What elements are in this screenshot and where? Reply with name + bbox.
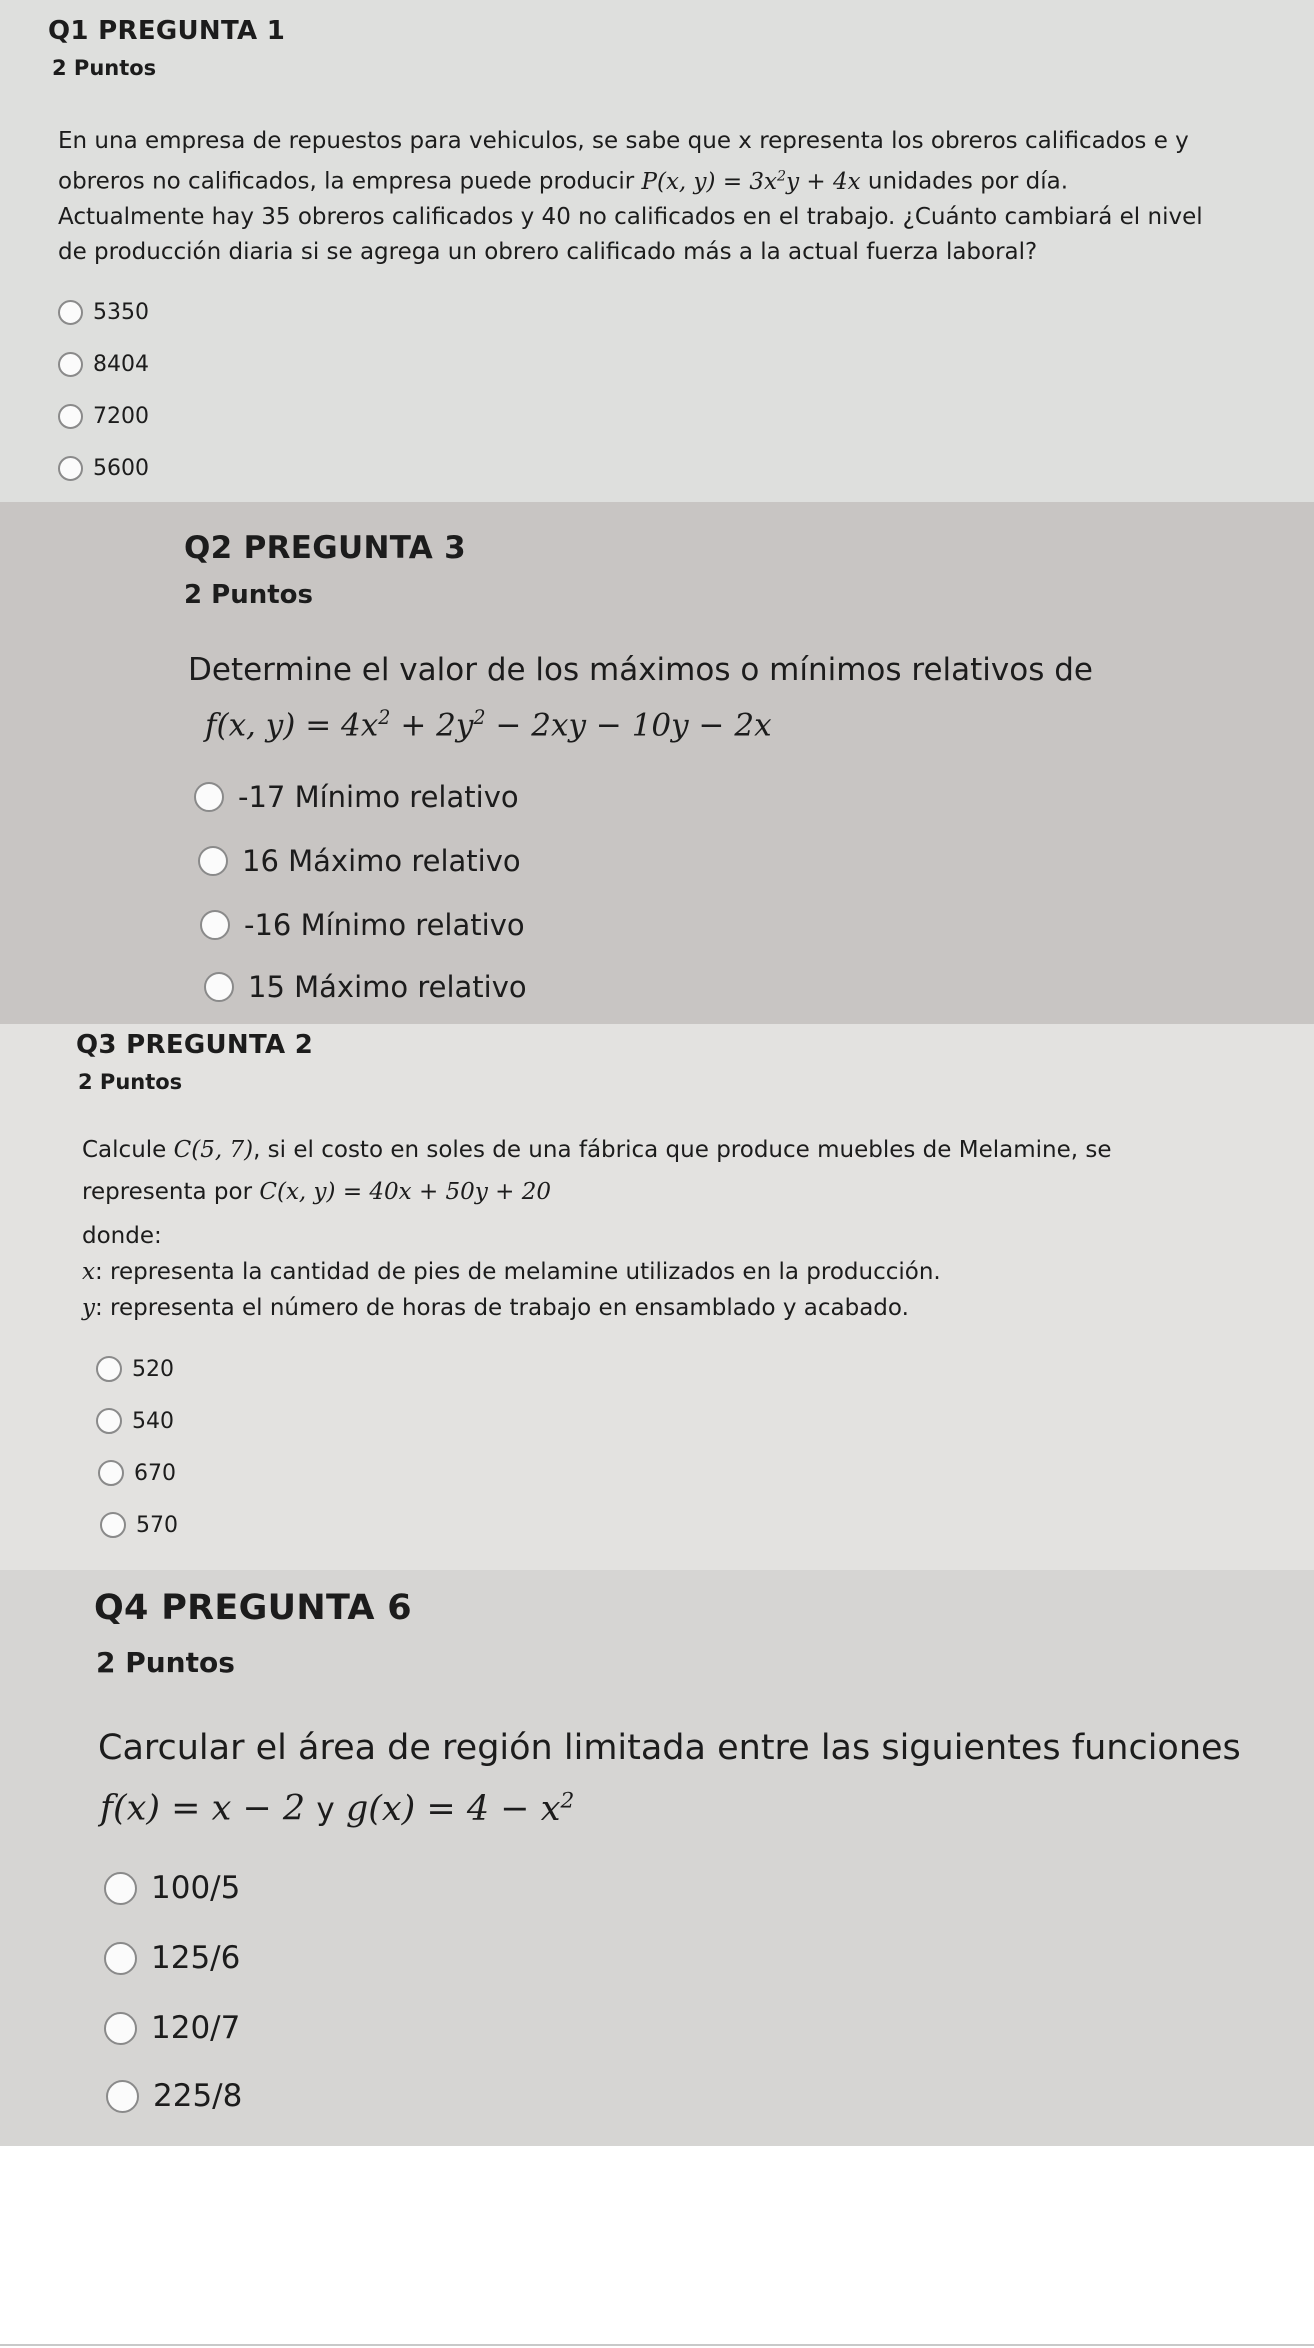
question-2-points: 2 Puntos bbox=[184, 580, 313, 610]
option-radio[interactable] bbox=[58, 300, 149, 325]
cost-point: C(5, 7) bbox=[173, 1137, 254, 1163]
option-label: 5350 bbox=[93, 300, 149, 325]
question-1-line: Actualmente hay 35 obreros calificados y 40 no calificados en el trabajo. ¿Cuánto cambiará el nivel bbox=[58, 203, 1203, 230]
question-1-points: 2 Puntos bbox=[52, 56, 157, 80]
question-1-id: Q1 PREGUNTA 1 bbox=[48, 16, 286, 46]
question-4-points: 2 Puntos bbox=[96, 1646, 235, 1679]
option-radio[interactable] bbox=[104, 1870, 240, 1906]
radio-icon[interactable] bbox=[96, 1356, 122, 1382]
option-label: 100/5 bbox=[151, 1870, 241, 1906]
radio-icon[interactable] bbox=[104, 1872, 137, 1905]
option-radio[interactable] bbox=[204, 970, 527, 1004]
option-label: 570 bbox=[136, 1512, 178, 1538]
option-radio[interactable] bbox=[58, 404, 149, 429]
option-radio[interactable] bbox=[198, 844, 521, 878]
radio-icon[interactable] bbox=[58, 404, 83, 429]
option-label: 5600 bbox=[93, 456, 149, 481]
question-4-text: Carcular el área de región limitada entre las siguientes funciones bbox=[98, 1728, 1241, 1768]
question-3-text bbox=[82, 1104, 1292, 1326]
radio-icon[interactable] bbox=[58, 300, 83, 325]
option-radio[interactable] bbox=[104, 1940, 240, 1976]
option-radio[interactable] bbox=[98, 1460, 176, 1486]
question-3-line: Calcule C(5, 7), si el costo en soles de una fábrica que produce muebles de Melamine, se bbox=[82, 1137, 1112, 1163]
option-label: 120/7 bbox=[151, 2010, 241, 2046]
question-2 bbox=[0, 502, 1314, 1024]
option-radio[interactable] bbox=[104, 2010, 240, 2046]
radio-icon[interactable] bbox=[200, 910, 230, 940]
option-label: 670 bbox=[134, 1460, 176, 1486]
question-4-id: Q4 PREGUNTA 6 bbox=[94, 1588, 412, 1628]
question-1 bbox=[0, 0, 1314, 502]
option-radio[interactable] bbox=[106, 2078, 242, 2114]
question-3-line: donde: bbox=[82, 1223, 162, 1249]
question-3-line: x: representa la cantidad de pies de melamine utilizados en la producción. bbox=[82, 1259, 941, 1285]
option-label: 16 Máximo relativo bbox=[242, 844, 521, 878]
option-label: 125/6 bbox=[151, 1940, 241, 1976]
question-3-line: representa por C(x, y) = 40x + 50y + 20 bbox=[82, 1179, 551, 1205]
option-radio[interactable] bbox=[96, 1408, 174, 1434]
functions-formula: f(x) = x − 2 y $g(x) = 4 - x^2$ bbox=[100, 1788, 575, 1829]
option-radio[interactable] bbox=[96, 1356, 174, 1382]
option-radio[interactable] bbox=[58, 456, 149, 481]
radio-icon[interactable] bbox=[104, 2012, 137, 2045]
radio-icon[interactable] bbox=[98, 1460, 124, 1486]
option-radio[interactable] bbox=[100, 1512, 178, 1538]
option-label: 520 bbox=[132, 1356, 174, 1382]
question-4 bbox=[0, 1570, 1314, 2146]
radio-icon[interactable] bbox=[58, 352, 83, 377]
question-1-line: de producción diaria si se agrega un obrero calificado más a la actual fuerza laboral? bbox=[58, 238, 1038, 265]
bottom-divider bbox=[0, 2344, 1314, 2346]
option-label: 7200 bbox=[93, 404, 149, 429]
radio-icon[interactable] bbox=[104, 1942, 137, 1975]
option-label: -16 Mínimo relativo bbox=[244, 908, 525, 942]
option-radio[interactable] bbox=[58, 352, 149, 377]
radio-icon[interactable] bbox=[100, 1512, 126, 1538]
question-1-text bbox=[58, 124, 1308, 270]
option-label: 15 Máximo relativo bbox=[248, 970, 527, 1004]
radio-icon[interactable] bbox=[194, 782, 224, 812]
radio-icon[interactable] bbox=[58, 456, 83, 481]
option-radio[interactable] bbox=[200, 908, 525, 942]
question-1-line: En una empresa de repuestos para vehiculos, se sabe que x representa los obreros calificados e y bbox=[58, 128, 1189, 154]
production-formula: P(x, $y) = 3x^2y + 4x$ bbox=[641, 168, 861, 195]
question-3-points: 2 Puntos bbox=[78, 1070, 183, 1094]
option-radio[interactable] bbox=[194, 780, 519, 814]
question-2-id: Q2 PREGUNTA 3 bbox=[184, 530, 467, 566]
radio-icon[interactable] bbox=[96, 1408, 122, 1434]
option-label: -17 Mínimo relativo bbox=[238, 780, 519, 814]
radio-icon[interactable] bbox=[198, 846, 228, 876]
radio-icon[interactable] bbox=[204, 972, 234, 1002]
question-1-line: obreros no calificados, la empresa puede producir P(x, $y) = 3x^2y + 4x$ unidades por día. bbox=[58, 168, 1069, 195]
option-label: 225/8 bbox=[153, 2078, 243, 2114]
cost-formula: C(x, y) = 40x + 50y + 20 bbox=[259, 1179, 551, 1205]
question-2-text: Determine el valor de los máximos o mínimos relativos de bbox=[188, 652, 1093, 688]
option-label: 8404 bbox=[93, 352, 149, 377]
radio-icon[interactable] bbox=[106, 2080, 139, 2113]
question-3-line: y: representa el número de horas de trabajo en ensamblado y acabado. bbox=[82, 1295, 909, 1321]
option-label: 540 bbox=[132, 1408, 174, 1434]
question-3-id: Q3 PREGUNTA 2 bbox=[76, 1030, 314, 1060]
function-formula: f(x, $y) = 4x^2 + 2y^2 - 2xy - 10y - 2x$ bbox=[205, 706, 772, 744]
question-3 bbox=[0, 1024, 1314, 1570]
